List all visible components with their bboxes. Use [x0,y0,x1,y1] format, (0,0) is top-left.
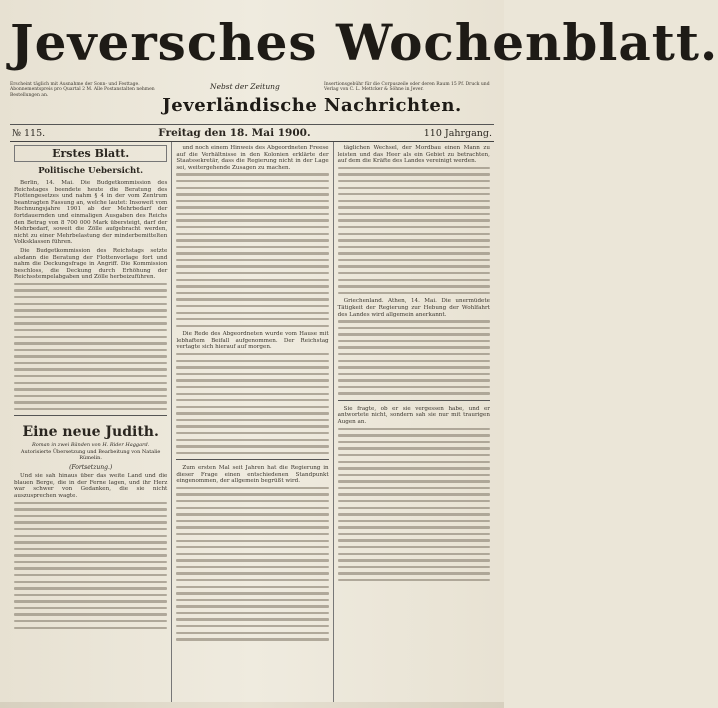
text-block [338,167,490,294]
text-block [176,353,328,454]
page-edge [0,702,504,708]
serial-continuation: (Fortsetzung.) [69,464,113,472]
subtitle: Jeverländische Nachrichten. [162,95,462,116]
column-paragraph: täglichen Wechsel, der Mordbau einen Mann zu leisten und das Heer als ein Gebiet zu betrachten, auf dem die Kräfte des Landes vereinigt werden. [337,145,490,165]
issue-date: Freitag den 18. Mai 1900. [158,127,311,139]
serial-subtitle: Roman in zwei Bänden von H. Rider Haggard. [32,442,150,449]
article-paragraph: Berlin, 14. Mai. Die Budgetkommission des Reichstages beendete heute die Beratung des Flottengesetzes und nahm § 4 in der vom Zentrum beantragten Fassung an, welche lautet: Insoweit vom Rechnungsjahre 1901 ab der Mehrbedarf der fortdauernden und einmaligen Ausgaben des Reichs den Betrag von 8 700 000 Mark übersteigt, darf der Mehrbedarf, soweit die Zölle aufgebracht werden, nicht zu einer Mehrbelastung der minderbemittelten Volksklassen führen. [14,180,168,246]
column-2 [171,142,332,702]
subhead [10,80,494,125]
volume-number: 110 Jahrgang. [423,127,492,139]
serial-title: Eine neue Judith. [22,424,159,441]
text-block [338,320,490,395]
issue-number: № 115. [12,127,46,139]
article-paragraph: Die Budgetkommission des Reichstags setzte alsdann die Beratung der Flottenvorlage fort und nahm die Deckungsfrage in Angriff. Die Kommission beschloss, die Deckung durch Erhöhung der Reichsstempelabgaben und Zölle herbeizuführen. [14,247,168,281]
columns [10,142,494,702]
insertion-info: Insertionsgebühr für die Corpuszeile oder deren Raum 15 Pf. Druck und Verlag von C. L. Mettcker & Söhne in Jever. [324,82,490,93]
column-paragraph: Sie fragte, ob er sie vergessen habe, und er antwortete nicht, sondern sah sie nur mit traurigen Augen an. [337,405,490,426]
masthead-title: Jeversches Wochenblatt. [10,13,718,72]
supplement-note: Nebst der Zeitung [210,82,280,91]
serial-translation-note: Autorisierte Übersetzung und Bearbeitung von Natalie Rümelin. [20,449,161,462]
text-block [338,428,490,582]
text-block [14,502,167,629]
section-heading: Erstes Blatt. [14,145,167,162]
column-paragraph: Die Rede des Abgeordneten wurde vom Hause mit lebhaftem Beifall aufgenommen. Der Reichstag vertagte sich hierauf auf morgen. [176,331,329,351]
column-3 [333,142,494,702]
column-1 [10,142,171,702]
divider [338,400,490,401]
text-block [176,487,328,641]
column-paragraph: Griechenland. Athen, 14. Mai. Die unermüdete Tätigkeit der Regierung zur Hebung der Wohlfahrt des Landes wird allgemein anerkannt. [337,298,490,318]
dateline [10,125,494,142]
serial-paragraph: Und sie sah hinaus über das weite Land und die blauen Berge, die in der Ferne lagen, und ihr Herz war schwer von Gedanken, die sie nicht auszusprechen wagte. [14,473,168,500]
text-block [14,283,167,410]
column-paragraph: Zum ersten Mal seit Jahren hat die Regierung in dieser Frage einen entschiedenen Standpunkt eingenommen, der allgemein begrüßt wird. [176,465,329,485]
text-block [176,173,328,327]
article-heading: Politische Uebersicht. [38,166,144,176]
column-paragraph: und noch einem Hinweis des Abgeordneten Freese auf die Verhältnisse in den Kolonien erklärte der Staatssekretär, dass die Regierung nicht in der Lage sei, weitergehende Zusagen zu machen. [176,145,329,171]
divider [176,459,328,460]
divider [14,415,167,416]
subscription-info: Erscheint täglich mit Ausnahme der Sonn- und Festtage. Abonnementspreis pro Quartal 2 M. Alle Postanstalten nehmen Bestellungen an. [10,82,155,98]
